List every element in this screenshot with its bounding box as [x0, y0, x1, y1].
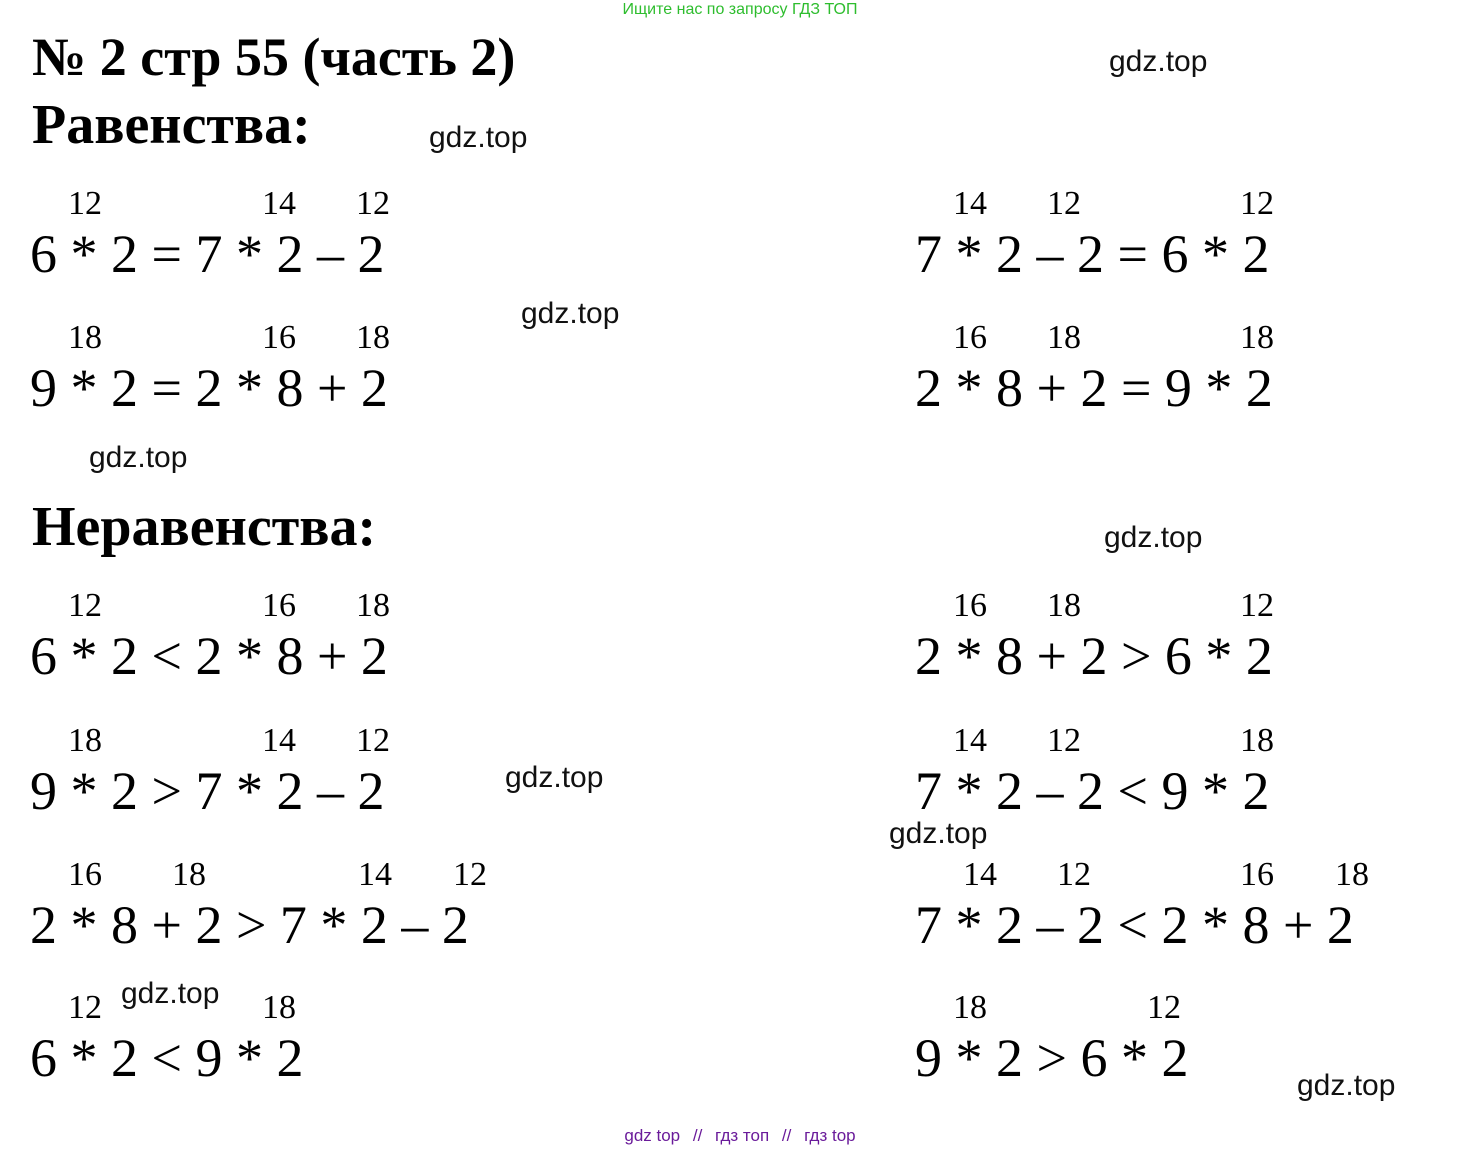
partial-result: 14: [953, 185, 987, 222]
partial-result: 12: [1147, 989, 1181, 1026]
math-expression: 7 * 2 – 2 < 2 * 8 + 2: [915, 895, 1354, 955]
watermark: gdz.top: [1297, 1069, 1396, 1102]
partial-result: 14: [358, 856, 392, 893]
partial-result: 16: [68, 856, 102, 893]
partial-result: 18: [1240, 722, 1274, 759]
partial-result: 18: [356, 319, 390, 356]
partial-result: 12: [356, 722, 390, 759]
partial-result: 18: [262, 989, 296, 1026]
partial-result: 12: [1047, 722, 1081, 759]
watermark: gdz.top: [429, 121, 528, 154]
footer: [0, 1126, 1480, 1146]
math-expression: 6 * 2 < 2 * 8 + 2: [30, 626, 388, 686]
math-expression: 9 * 2 > 6 * 2: [915, 1028, 1189, 1088]
partial-result: 14: [953, 722, 987, 759]
math-expression: 2 * 8 + 2 > 6 * 2: [915, 626, 1273, 686]
partial-result: 12: [1240, 587, 1274, 624]
footer-link[interactable]: гдз топ: [715, 1126, 770, 1145]
footer-link[interactable]: гдз top: [804, 1126, 856, 1145]
watermark: gdz.top: [121, 977, 220, 1010]
math-expression: 9 * 2 > 7 * 2 – 2: [30, 761, 385, 821]
partial-result: 12: [68, 587, 102, 624]
partial-result: 14: [262, 722, 296, 759]
math-expression: 6 * 2 < 9 * 2: [30, 1028, 304, 1088]
math-expression: 2 * 8 + 2 > 7 * 2 – 2: [30, 895, 469, 955]
partial-result: 18: [1047, 319, 1081, 356]
partial-result: 18: [1240, 319, 1274, 356]
partial-result: 16: [953, 319, 987, 356]
watermark: gdz.top: [1104, 521, 1203, 554]
partial-result: 18: [68, 722, 102, 759]
partial-result: 12: [68, 185, 102, 222]
partial-result: 18: [953, 989, 987, 1026]
partial-result: 18: [1335, 856, 1369, 893]
footer-separator: //: [781, 1126, 792, 1145]
partial-result: 12: [453, 856, 487, 893]
partial-result: 14: [963, 856, 997, 893]
footer-separator: //: [692, 1126, 703, 1145]
partial-result: 16: [262, 587, 296, 624]
math-expression: 6 * 2 = 7 * 2 – 2: [30, 224, 385, 284]
partial-result: 12: [68, 989, 102, 1026]
inequalities-heading: Неравенства:: [32, 496, 377, 558]
watermark: gdz.top: [889, 817, 988, 850]
partial-result: 16: [1240, 856, 1274, 893]
partial-result: 14: [262, 185, 296, 222]
partial-result: 18: [68, 319, 102, 356]
watermark: gdz.top: [505, 761, 604, 794]
partial-result: 18: [356, 587, 390, 624]
partial-result: 18: [172, 856, 206, 893]
math-expression: 7 * 2 – 2 < 9 * 2: [915, 761, 1270, 821]
partial-result: 12: [356, 185, 390, 222]
watermark: gdz.top: [1109, 45, 1208, 78]
watermark: gdz.top: [89, 441, 188, 474]
footer-link[interactable]: gdz top: [624, 1126, 681, 1145]
partial-result: 12: [1057, 856, 1091, 893]
math-expression: 2 * 8 + 2 = 9 * 2: [915, 358, 1273, 418]
watermark: gdz.top: [521, 297, 620, 330]
partial-result: 18: [1047, 587, 1081, 624]
page-title: № 2 стр 55 (часть 2): [32, 27, 516, 87]
math-expression: 7 * 2 – 2 = 6 * 2: [915, 224, 1270, 284]
partial-result: 12: [1240, 185, 1274, 222]
top-banner: Ищите нас по запросу ГДЗ ТОП: [622, 1, 858, 18]
partial-result: 16: [262, 319, 296, 356]
partial-result: 12: [1047, 185, 1081, 222]
equalities-heading: Равенства:: [32, 94, 311, 156]
math-expression: 9 * 2 = 2 * 8 + 2: [30, 358, 388, 418]
partial-result: 16: [953, 587, 987, 624]
